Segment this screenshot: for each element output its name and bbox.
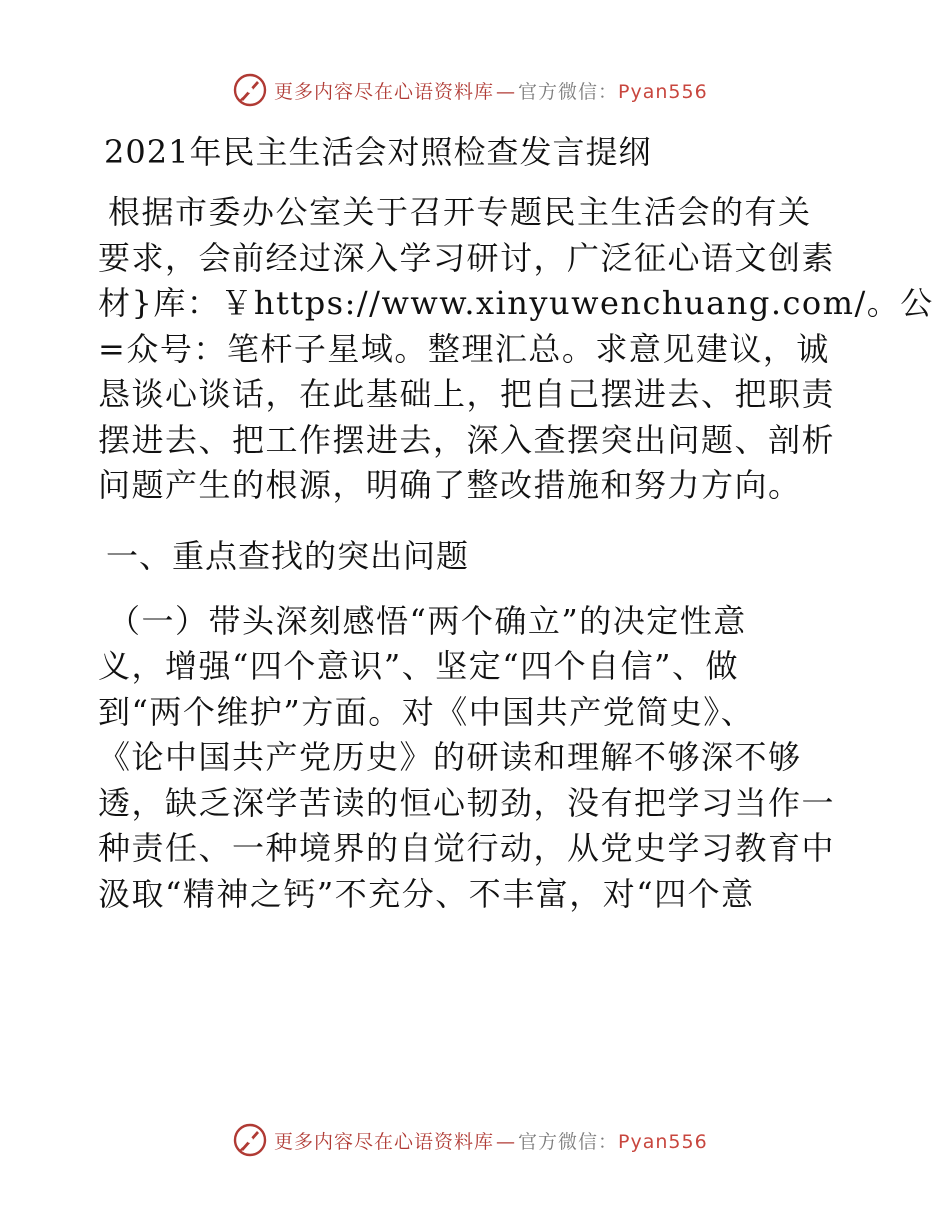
wechat-label: 官方微信： (518, 80, 619, 103)
sub-line: 种责任、一种境界的自觉行动，从党史学习教育中 (98, 829, 836, 867)
intro-line: 根据市委办公室关于召开专题民主生活会的有关 (108, 193, 812, 231)
sub-line: 义，增强“四个意识”、坚定“四个自信”、做 (98, 647, 739, 685)
document-page (98, 120, 934, 917)
wechat-id: Pyan556 (618, 80, 708, 103)
intro-line: 材}库：￥https://www.xinyuwenchuang.com/。公 (98, 284, 934, 322)
watermark-text: 更多内容尽在心语资料库 (274, 80, 495, 103)
watermark-separator: — (496, 1130, 517, 1153)
watermark-separator: — (496, 80, 517, 103)
sub-line: 到“两个维护”方面。对《中国共产党简史》、 (98, 692, 755, 731)
sub-line: 汲取“精神之钙”不充分、不丰富，对“四个意 (98, 874, 755, 913)
intro-line: 恳谈心谈话，在此基础上，把自己摆进去、把职责 (98, 375, 836, 413)
intro-line: 要求，会前经过深入学习研讨，广泛征心语文创素 (98, 238, 836, 277)
intro-paragraph (98, 190, 934, 509)
sub-line: 《论中国共产党历史》的研读和理解不够深不够 (98, 738, 802, 776)
subsection-paragraph (98, 599, 858, 918)
document-title: 2021年民主生活会对照检查发言提纲 (104, 133, 652, 171)
watermark-text: 更多内容尽在心语资料库 (274, 1130, 495, 1153)
section-heading: 一、重点查找的突出问题 (106, 536, 470, 575)
sub-line: （一）带头深刻感悟“两个确立”的决定性意 (108, 601, 747, 640)
watermark-footer (232, 1120, 708, 1160)
wechat-id: Pyan556 (618, 1130, 708, 1153)
quill-pen-logo-icon (232, 72, 268, 108)
intro-line: 摆进去、把工作摆进去，深入查摆突出问题、剖析 (98, 420, 836, 459)
intro-line: =众号：笔杆子星域。整理汇总。求意见建议，诚 (98, 329, 830, 368)
wechat-label: 官方微信： (518, 1130, 619, 1153)
quill-pen-logo-icon (232, 1122, 268, 1158)
sub-line: 透，缺乏深学苦读的恒心韧劲，没有把学习当作一 (98, 783, 836, 822)
intro-line: 问题产生的根源，明确了整改措施和努力方向。 (98, 466, 802, 504)
watermark-header (232, 70, 708, 110)
